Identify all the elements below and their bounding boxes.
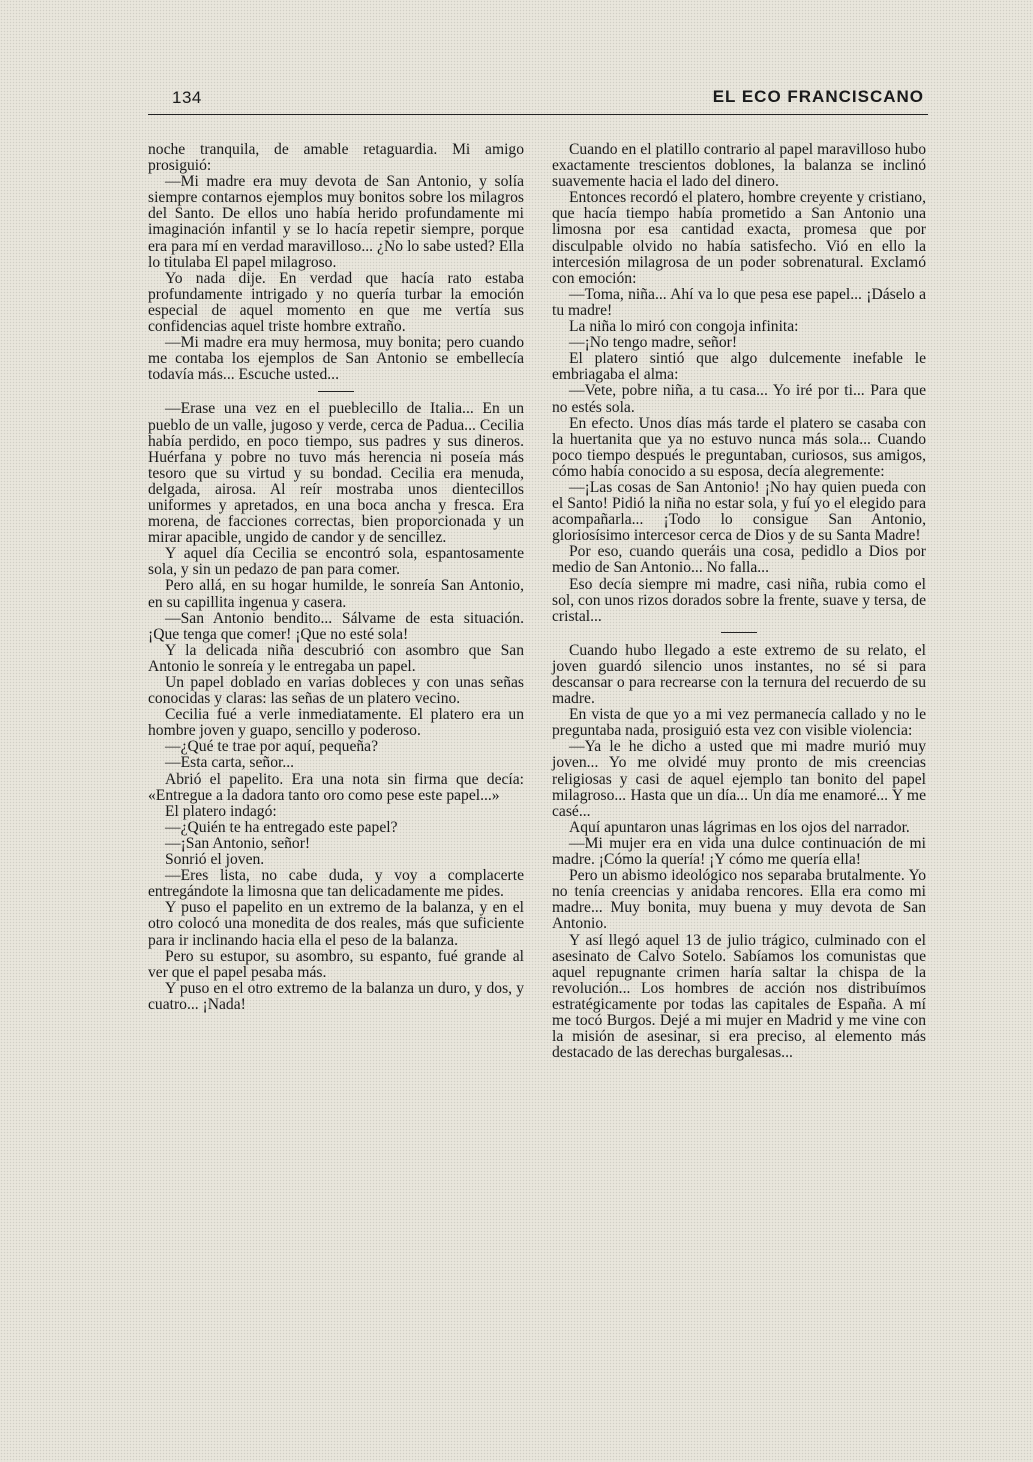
paragraph: Aquí apuntaron unas lágrimas en los ojos del narrador. xyxy=(569,818,910,836)
section-divider xyxy=(318,391,354,392)
paragraph: Pero su estupor, su asombro, su espanto, fué grande al ver que el papel pesaba más. xyxy=(148,947,524,981)
paragraph: En efecto. Unos días más tarde el platero se casaba con la huertanita que ya no estuvo nunca más sola... Cuando poco tiempo después le preguntaban, curiosos, sus amigos, cómo había conocido a su esposa, decía alegremente: xyxy=(552,414,926,480)
paragraph: Pero allá, en su hogar humilde, le sonreía San Antonio, en su capillita ingenua y casera. xyxy=(148,577,524,611)
paragraph: —Eres lista, no cabe duda, y voy a complacerte entregándote la limosna que tan delicadamente me pides. xyxy=(148,867,524,901)
paragraph: Y puso en el otro extremo de la balanza un duro, y dos, y cuatro... ¡Nada! xyxy=(148,979,524,1013)
paragraph: —¡No tengo madre, señor! xyxy=(569,334,738,352)
paragraph: Eso decía siempre mi madre, casi niña, rubia como el sol, con unos rizos dorados sobre la frente, suave y tersa, de cristal... xyxy=(552,575,926,625)
paragraph: —Erase una vez en el pueblecillo de Italia... En un pueblo de un valle, jugoso y verde, cerca de Padua... Cecilia había perdido, en poco tiempo, sus padres y sus dineros. Huérfana y pobre no tuvo más herencia ni poseía más tesoro que su virtud y su bondad. Cecilia era menuda, delgada, airosa. Al reír mostraba unos dientecillos uniformes y apretados, en una boca ancha y fresca. Era morena, de facciones correctas, bien proporcionada y un mirar apacible, ungido de candor y de sencillez. xyxy=(148,400,524,547)
paragraph: —Ya le he dicho a usted que mi madre murió muy joven... Yo me olvidé muy pronto de mis creencias religiosas y casi de aquel ejemplo tan bonito del papel milagroso... Hasta que un día... Un día me enamoré... Y me casé... xyxy=(552,738,926,820)
paragraph: La niña lo miró con congoja infinita: xyxy=(569,318,799,336)
paragraph: Y aquel día Cecilia se encontró sola, espantosamente sola, y sin un pedazo de pan para comer. xyxy=(148,545,524,579)
page-number: 134 xyxy=(172,88,202,107)
paragraph: Cecilia fué a verle inmediatamente. El platero era un hombre joven y guapo, sencillo y poderoso. xyxy=(148,706,524,740)
paragraph: —Vete, pobre niña, a tu casa... Yo iré por ti... Para que no estés sola. xyxy=(552,382,926,416)
paragraph: —Toma, niña... Ahí va lo que pesa ese papel... ¡Dáselo a tu madre! xyxy=(552,285,926,319)
paragraph: —Mi mujer era en vida una dulce continuación de mi madre. ¡Cómo la quería! ¡Y cómo me quería ella! xyxy=(552,834,926,869)
right-column xyxy=(552,142,926,1061)
paragraph: —¿Qué te trae por aquí, pequeña? xyxy=(165,738,379,756)
paragraph: Entonces recordó el platero, hombre creyente y cristiano, que hacía tiempo había prometido a San Antonio una limosna por esa cantidad exacta, promesa que por disculpable olvido no había satisfecho. Vió en ello la intercesión milagrosa de un poder sobrenatural. Exclamó con emoción: xyxy=(552,189,926,287)
paragraph: Abrió el papelito. Era una nota sin firma que decía: «Entregue a la dadora tanto oro como pese este papel...» xyxy=(148,770,524,804)
paragraph: Un papel doblado en varias dobleces y con unas señas conocidas y claras: las señas de un platero vecino. xyxy=(148,674,524,708)
paragraph: —¿Quién te ha entregado este papel? xyxy=(165,818,398,836)
paragraph: En vista de que yo a mi vez permanecía callado y no le preguntaba nada, prosiguió esta vez con visible violencia: xyxy=(552,706,926,740)
paragraph: Sonrió el joven. xyxy=(165,851,265,869)
paragraph: —Esta carta, señor... xyxy=(165,754,295,772)
paragraph: Por eso, cuando queráis una cosa, pedidlo a Dios por medio de San Antonio... No falla... xyxy=(552,543,926,577)
paragraph: Yo nada dije. En verdad que hacía rato estaba profundamente intrigado y no quería turbar la emoción especial de aquel momento en que me vertía sus confidencias aquel triste hombre extraño. xyxy=(148,269,524,336)
paragraph: —Mi madre era muy devota de San Antonio, y solía siempre contarnos ejemplos muy bonitos sobre los milagros del Santo. De ellos uno había herido profundamente mi imaginación infantil y se lo hacía repetir siempre, porque era para mí en verdad maravilloso... ¿No lo sabe usted? Ella lo titulaba El papel milagroso. xyxy=(148,173,524,271)
paragraph: Y así llegó aquel 13 de julio trágico, culminado con el asesinato de Calvo Sotelo. Sabíamos los comunistas que aquel repugnante crimen haría saltar la chispa de la revolución... Los hombres de acción nos distribuímos estratégicamente por todas las capitales de España. A mí me tocó Burgos. Dejé a mi mujer en Madrid y me vine con la misión de asesinar, si era preciso, al elemento más destacado de las derechas burgalesas... xyxy=(552,931,926,1062)
paragraph: El platero indagó: xyxy=(165,802,277,820)
paragraph: —Mi madre era muy hermosa, muy bonita; pero cuando me contaba los ejemplos de San Antonio se embellecía todavía más... Escuche usted... xyxy=(148,334,524,384)
left-column xyxy=(148,142,524,1013)
paragraph: —San Antonio bendito... Sálvame de esta situación. ¡Que tenga que comer! ¡Que no esté sola! xyxy=(148,609,524,643)
section-divider xyxy=(721,632,757,633)
paragraph: —¡Las cosas de San Antonio! ¡No hay quien pueda con el Santo! Pidió la niña no estar sola, y fuí yo el elegido para acompañarla... ¡Todo lo consigue San Antonio, gloriosísimo intercesor cerca de Dios y de su Santa Madre! xyxy=(552,478,926,545)
paragraph: Pero un abismo ideológico nos separaba brutalmente. Yo no tenía creencias y anidaba rencores. Ella era como mi madre... Muy bonita, muy buena y muy devota de San Antonio. xyxy=(552,867,926,933)
paragraph: El platero sintió que algo dulcemente inefable le embriagaba el alma: xyxy=(552,350,926,384)
paragraph: Y puso el papelito en un extremo de la balanza, y en el otro colocó una monedita de dos reales, más que suficiente para ir inclinando hacia ella el peso de la balanza. xyxy=(148,899,524,949)
paragraph: Y la delicada niña descubrió con asombro que San Antonio le sonreía y le entregaba un papel. xyxy=(148,641,524,675)
paragraph: noche tranquila, de amable retaguardia. Mi amigo prosiguió: xyxy=(148,141,524,175)
running-head xyxy=(148,84,928,115)
journal-title: EL ECO FRANCISCANO xyxy=(712,87,924,106)
paragraph: Cuando hubo llegado a este extremo de su relato, el joven guardó silencio unos instantes, no sé si para descansar o para recrearse con la ternura del recuerdo de su madre. xyxy=(552,641,926,708)
paragraph: Cuando en el platillo contrario al papel maravilloso hubo exactamente trescientos doblones, la balanza se inclinó suavemente hacia el lado del dinero. xyxy=(552,141,926,191)
paragraph: —¡San Antonio, señor! xyxy=(165,834,311,852)
